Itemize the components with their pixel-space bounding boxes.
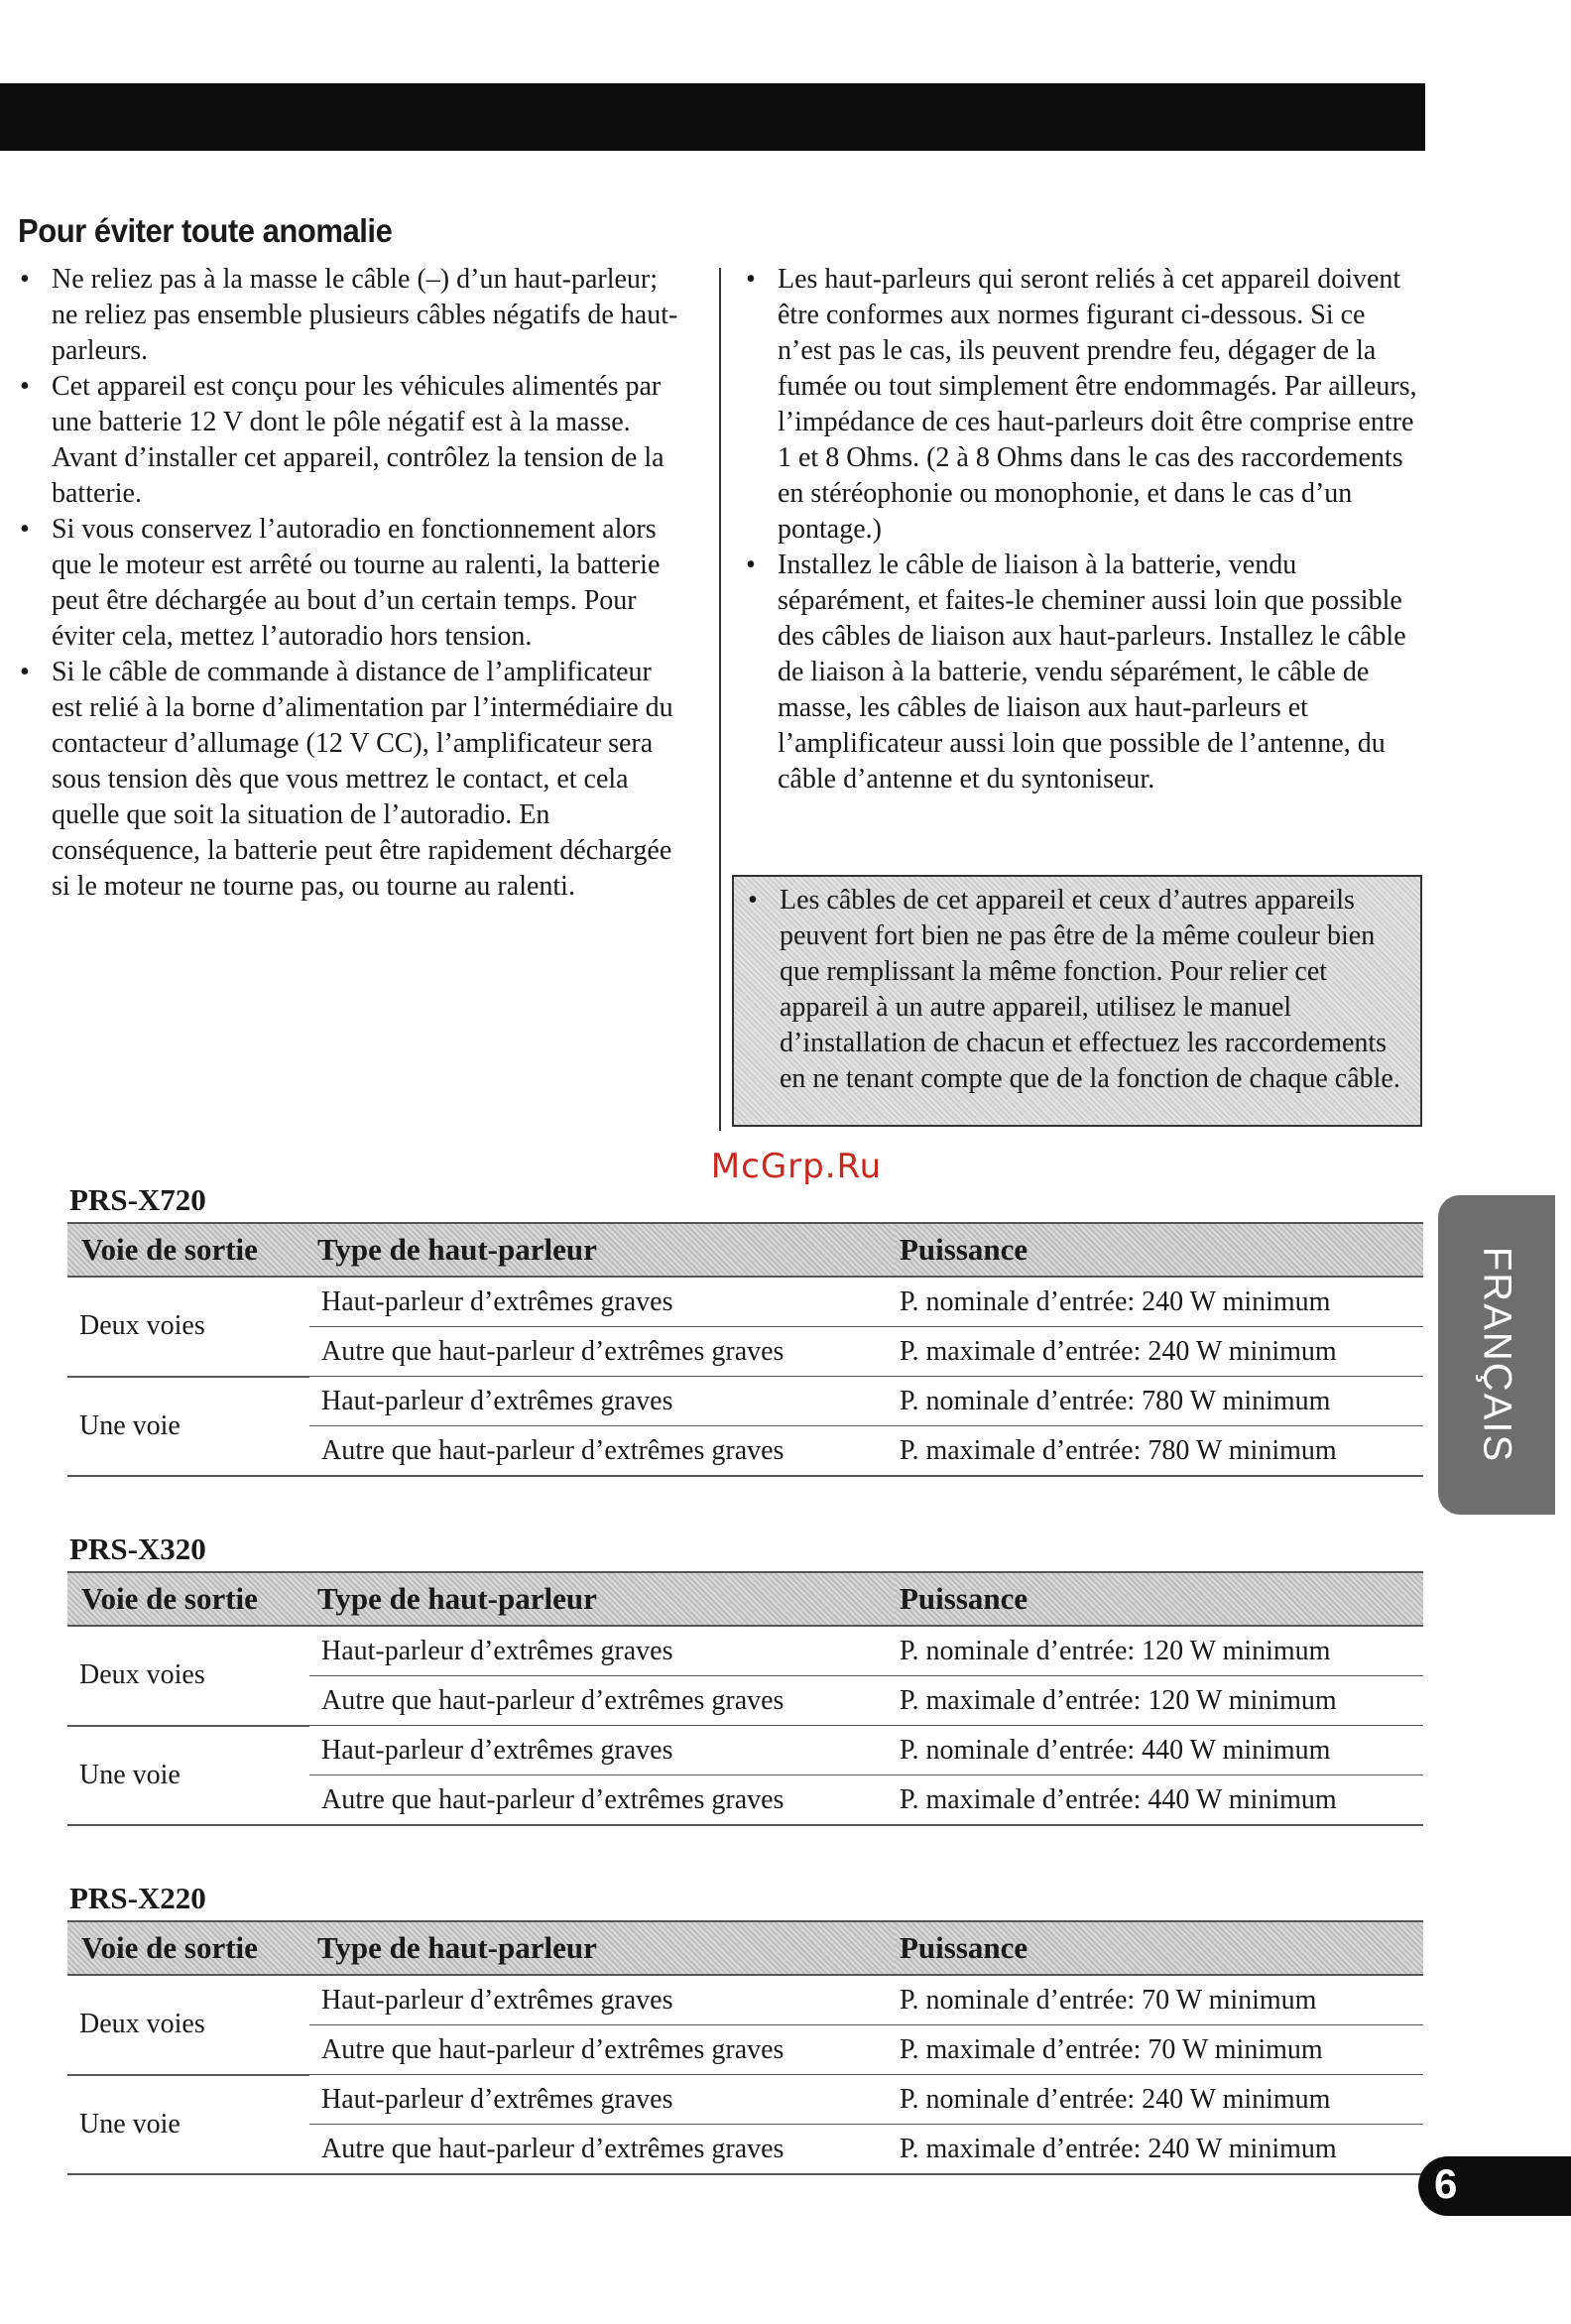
type-cell: Autre que haut-parleur d’extrêmes graves [309,2125,895,2175]
spec-table-prs-x720 [67,1222,1423,1477]
puissance-cell: P. maximale d’entrée: 240 W minimum [895,2125,1423,2175]
type-cell: Autre que haut-parleur d’extrêmes graves [309,1676,895,1726]
shaded-note [732,875,1422,1127]
bullet-item: • Les haut-parleurs qui seront reliés à cet appareil doivent être conformes aux normes figurant ci-dessous. Si ce n’est pas le cas, ils peuvent prendre feu, dégager de la fumée ou tout simplement être endommagés. Par ailleurs, l’impédance de ces haut-parleurs doit être comprise entre 1 et 8 Ohms. (2 à 8 Ohms dans le cas des raccordements en stéréophonie ou monophonie, et dans le cas d’un pontage.) [740,262,1424,548]
language-tab [1438,1195,1555,1515]
table-header-row [67,1223,1423,1277]
header-voie: Voie de sortie [67,1921,309,1975]
right-column [740,262,1424,797]
voie-cell: Deux voies [67,1626,309,1726]
voie-cell: Une voie [67,1726,309,1826]
table-row [67,1377,1423,1426]
spec-table-prs-x220 [67,1920,1423,2175]
puissance-cell: P. maximale d’entrée: 780 W minimum [895,1426,1423,1477]
model-title: PRS-X320 [69,1531,206,1566]
model-title: PRS-X220 [69,1881,206,1915]
bullet-item: • Cet appareil est conçu pour les véhicules alimentés par une batterie 12 V dont le pôle négatif est à la masse. Avant d’installer cet appareil, contrôlez la tension de la batterie. [14,369,688,512]
bullet-item: • Ne reliez pas à la masse le câble (–) d’un haut-parleur; ne reliez pas ensemble plusieurs câbles négatifs de haut-parleurs. [14,262,688,369]
voie-cell: Deux voies [67,1277,309,1377]
type-cell: Autre que haut-parleur d’extrêmes graves [309,2025,895,2075]
puissance-cell: P. nominale d’entrée: 440 W minimum [895,1726,1423,1775]
header-puissance: Puissance [895,1223,1423,1277]
type-cell: Autre que haut-parleur d’extrêmes graves [309,1327,895,1377]
puissance-cell: P. nominale d’entrée: 240 W minimum [895,1277,1423,1327]
column-divider [719,268,721,1131]
right-bullet-list [740,262,1424,797]
left-bullet-list [14,262,688,905]
bullet-item: • Installez le câble de liaison à la batterie, vendu séparément, et faites-le cheminer aussi loin que possible des câbles de liaison aux haut-parleurs. Installez le câble de liaison à la batterie, vendu séparément, le câble de masse, les câbles de liaison aux haut-parleurs et l’amplificateur aussi loin que possible de l’antenne, du câble d’antenne et du syntoniseur. [740,548,1424,797]
model-title: PRS-X720 [69,1182,206,1217]
page-number: 6 [1434,2160,1458,2207]
puissance-cell: P. maximale d’entrée: 70 W minimum [895,2025,1423,2075]
section-title: Pour éviter toute anomalie [18,212,393,249]
left-column [14,262,688,905]
header-type: Type de haut-parleur [309,1572,895,1626]
type-cell: Autre que haut-parleur d’extrêmes graves [309,1775,895,1826]
shaded-bullet-list [734,877,1420,1097]
bullet-item: • Si vous conservez l’autoradio en fonctionnement alors que le moteur est arrêté ou tourne au ralenti, la batterie peut être déchargée au bout d’un certain temps. Pour éviter cela, mettez l’autoradio hors tension. [14,512,688,655]
header-voie: Voie de sortie [67,1223,309,1277]
header-type: Type de haut-parleur [309,1223,895,1277]
type-cell: Haut-parleur d’extrêmes graves [309,1626,895,1676]
page-number-tab [1418,2156,1571,2216]
header-type: Type de haut-parleur [309,1921,895,1975]
puissance-cell: P. nominale d’entrée: 780 W minimum [895,1377,1423,1426]
table-header-row [67,1921,1423,1975]
type-cell: Haut-parleur d’extrêmes graves [309,1377,895,1426]
voie-cell: Une voie [67,1377,309,1477]
header-bar [0,83,1425,151]
type-cell: Autre que haut-parleur d’extrêmes graves [309,1426,895,1477]
header-puissance: Puissance [895,1572,1423,1626]
table-row [67,2075,1423,2125]
puissance-cell: P. nominale d’entrée: 240 W minimum [895,2075,1423,2125]
header-voie: Voie de sortie [67,1572,309,1626]
spec-table-prs-x320 [67,1571,1423,1826]
voie-cell: Une voie [67,2075,309,2175]
type-cell: Haut-parleur d’extrêmes graves [309,1277,895,1327]
table-row [67,1626,1423,1676]
voie-cell: Deux voies [67,1975,309,2075]
watermark: McGrp.Ru [710,1147,883,1186]
puissance-cell: P. maximale d’entrée: 440 W minimum [895,1775,1423,1826]
bullet-item: • Les câbles de cet appareil et ceux d’autres appareils peuvent fort bien ne pas être de la même couleur bien que remplissant la même fonction. Pour relier cet appareil à un autre appareil, utilisez le manuel d’installation de chacun et effectuez les raccordements en ne tenant compte que de la fonction de chaque câble. [742,883,1412,1097]
table-row [67,1975,1423,2025]
type-cell: Haut-parleur d’extrêmes graves [309,2075,895,2125]
table-header-row [67,1572,1423,1626]
type-cell: Haut-parleur d’extrêmes graves [309,1726,895,1775]
bullet-item: • Si le câble de commande à distance de l’amplificateur est relié à la borne d’alimentation par l’intermédiaire du contacteur d’allumage (12 V CC), l’amplificateur sera sous tension dès que vous mettrez le contact, et cela quelle que soit la situation de l’autoradio. En conséquence, la batterie peut être rapidement déchargée si le moteur ne tourne pas, ou tourne au ralenti. [14,655,688,905]
table-row [67,1277,1423,1327]
header-puissance: Puissance [895,1921,1423,1975]
puissance-cell: P. maximale d’entrée: 120 W minimum [895,1676,1423,1726]
puissance-cell: P. nominale d’entrée: 120 W minimum [895,1626,1423,1676]
puissance-cell: P. maximale d’entrée: 240 W minimum [895,1327,1423,1377]
table-row [67,1726,1423,1775]
type-cell: Haut-parleur d’extrêmes graves [309,1975,895,2025]
language-tab-label: FRANÇAIS [1475,1246,1519,1464]
puissance-cell: P. nominale d’entrée: 70 W minimum [895,1975,1423,2025]
